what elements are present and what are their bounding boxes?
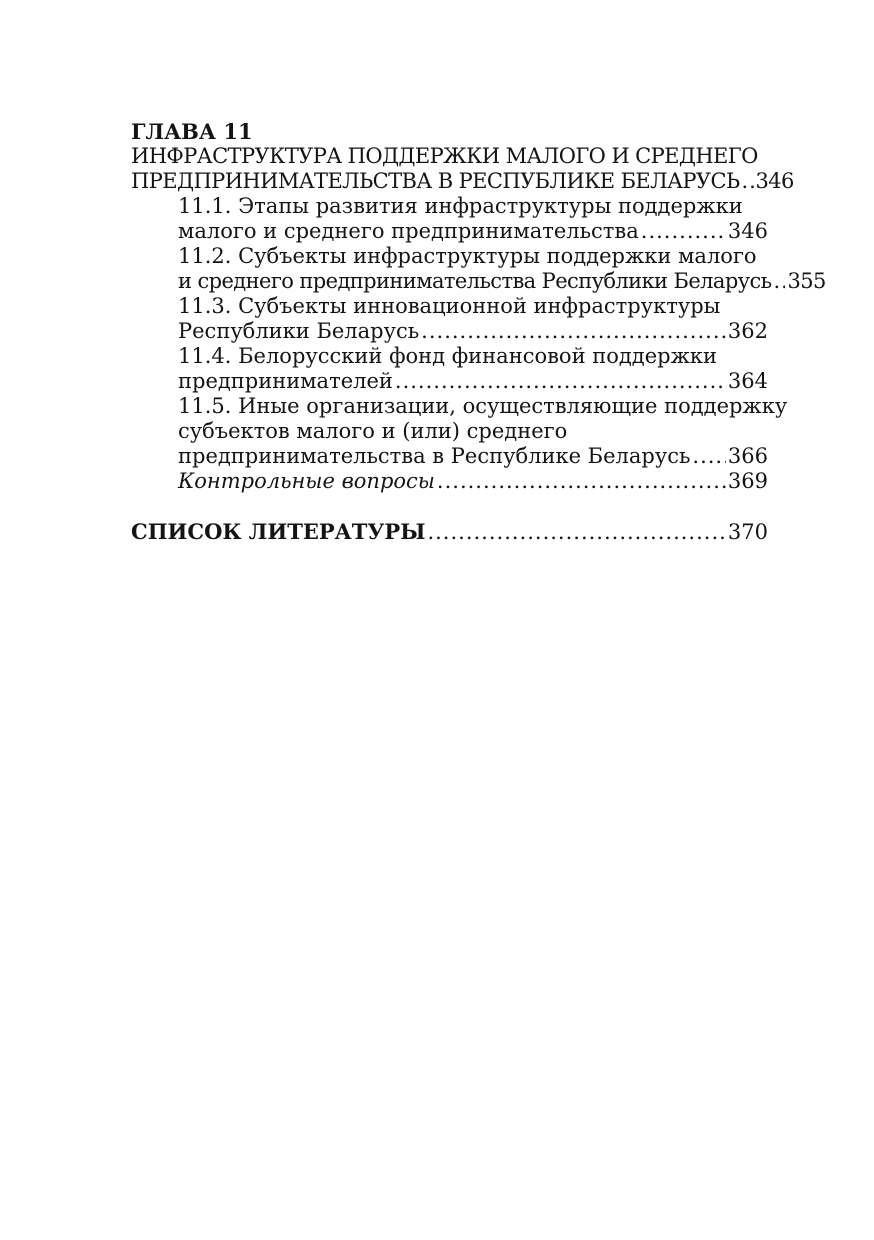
section-entry-11-5[interactable] [131, 444, 768, 469]
dot-leader [773, 269, 785, 294]
references-entry[interactable] [131, 519, 768, 545]
section-entry-11-1[interactable] [131, 219, 768, 244]
control-questions-entry[interactable] [131, 469, 768, 494]
dot-leader [395, 369, 726, 394]
page-number: 369 [727, 469, 768, 493]
dot-leader [641, 219, 726, 244]
section-title-line: субъектов малого и (или) среднего [178, 419, 568, 443]
section-title-text: Республики Беларусь [178, 319, 420, 343]
page-number: 346 [755, 169, 794, 193]
table-of-contents [131, 119, 826, 545]
page-number: 364 [727, 369, 768, 393]
chapter-title-entry[interactable] [131, 169, 794, 194]
page-number: 370 [727, 520, 768, 544]
dot-leader [437, 469, 726, 494]
section-title-line: 11.4. Белорусский фонд финансовой поддержки [178, 344, 718, 368]
control-questions-text: Контрольные вопросы [178, 469, 435, 493]
references-title: СПИСОК ЛИТЕРАТУРЫ [131, 519, 426, 544]
chapter-title-text: ПРЕДПРИНИМАТЕЛЬСТВА В РЕСПУБЛИКЕ БЕЛАРУСЬ [131, 169, 740, 193]
page-number: 355 [787, 269, 826, 293]
section-title-line: 11.3. Субъекты инновационной инфраструктуры [178, 294, 721, 318]
section-entry-11-3[interactable] [131, 319, 768, 344]
chapter-heading: ГЛАВА 11 [131, 119, 253, 144]
section-title-text: и среднего предпринимательства Республики Беларусь [178, 269, 772, 293]
spacer [131, 494, 768, 519]
dot-leader [421, 319, 726, 344]
page-number: 362 [727, 319, 768, 343]
dot-leader [427, 520, 725, 545]
section-entry-11-4[interactable] [131, 369, 768, 394]
section-entry-11-2[interactable] [131, 269, 826, 294]
chapter-title-line: ИНФРАСТРУКТУРА ПОДДЕРЖКИ МАЛОГО И СРЕДНЕГО [131, 144, 758, 168]
page-number: 346 [727, 219, 768, 243]
dot-leader [692, 444, 726, 469]
section-title-text: предпринимательства в Республике Беларусь [178, 444, 691, 468]
section-title-text: предпринимателей [178, 369, 393, 393]
section-title-line: 11.2. Субъекты инфраструктуры поддержки малого [178, 244, 757, 268]
dot-leader [742, 169, 754, 194]
section-title-line: 11.1. Этапы развития инфраструктуры поддержки [178, 194, 743, 218]
section-title-text: малого и среднего предпринимательства [178, 219, 639, 243]
section-title-line: 11.5. Иные организации, осуществляющие поддержку [178, 394, 788, 418]
page-number: 366 [727, 444, 768, 468]
